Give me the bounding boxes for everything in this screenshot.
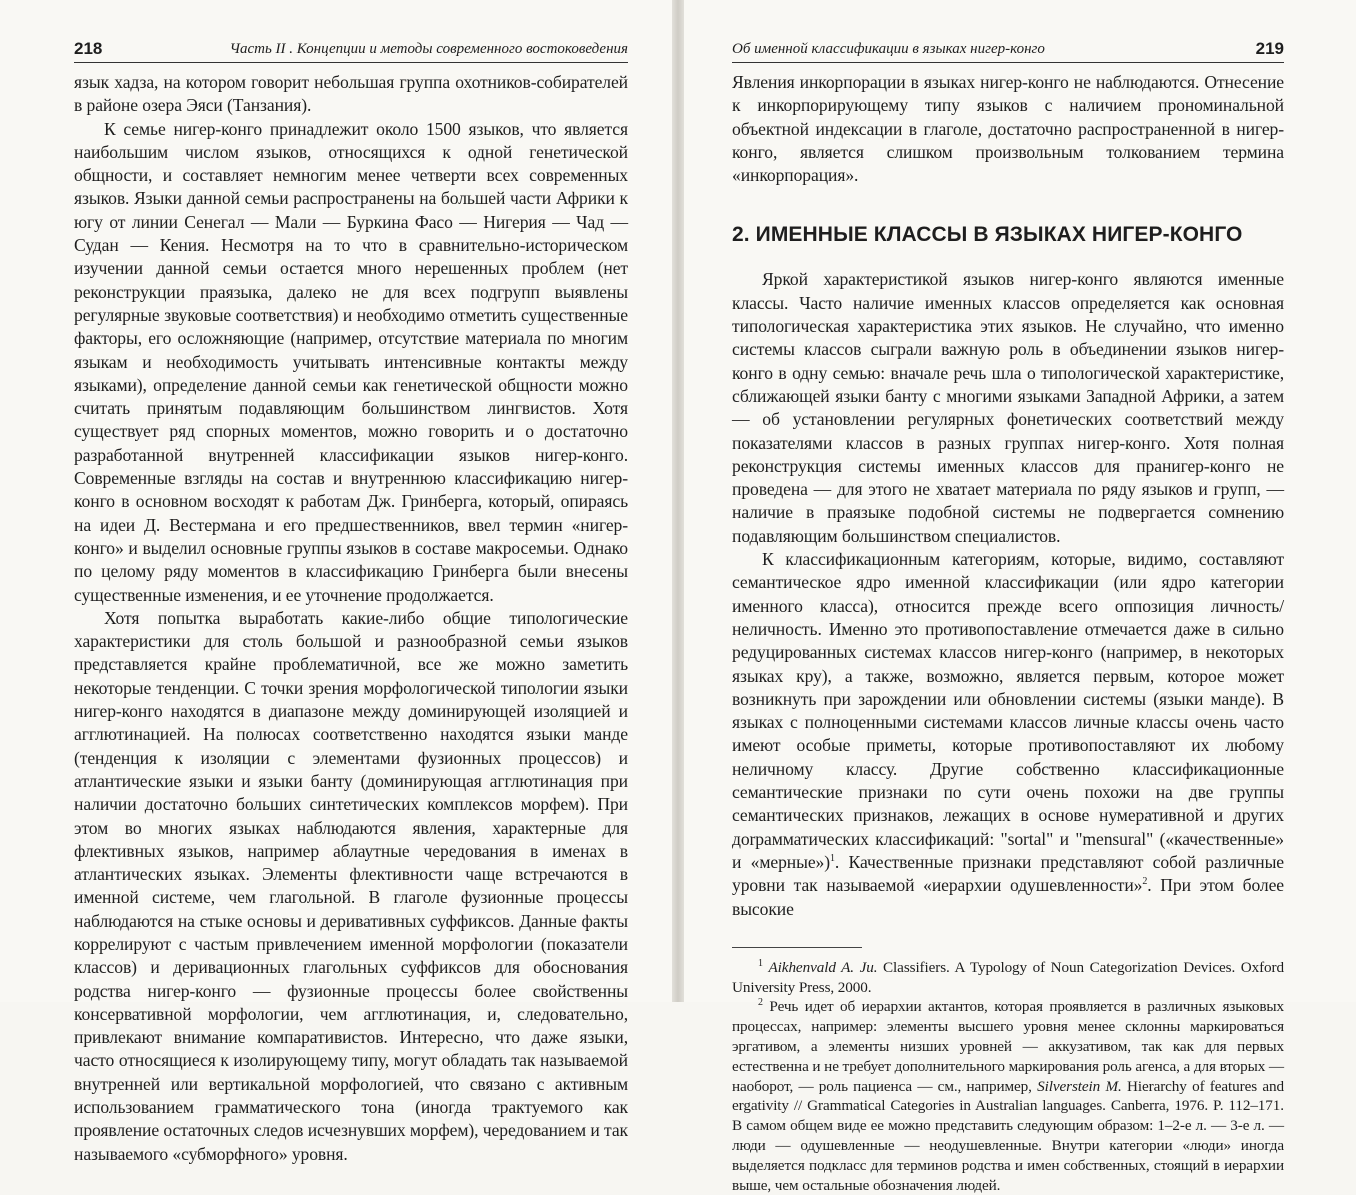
left-page-number: 218 (74, 39, 103, 58)
paragraph-3-part-a: К классификационным категориям, которые, видимо, составляют семантическое ядро именной классификации (или ядро категории именного класса), относится прежде всего оппозиция личность/неличность. Именно это противопоставление отмечается даже в сильно редуцированных системах классов нигер-конго (например, в некоторых языках кру), а также, возможно, является первым, которое может возникнуть при зарождении или обновлении системы (языки манде). В языках с полноценными системами классов личные классы очень часто имеют особые приметы, которые противопоставляют их любому неличному классу. Другие собственно классификационные семантические признаки по сути очень похожи на две группы семантических признаков, лежащих в основе нумеративной и других доrрамматических классификаций: "sortal" и "mensural" («качественные» и «мерные») (732, 549, 1284, 872)
paragraph-3-part-b: . Качественные признаки представляют собой различные уровни так называемой «иерархии одушевленности» (732, 851, 1284, 896)
right-paragraph-2: Яркой характеристикой языков нигер-конго являются именные классы. Часто наличие именных классов определяется как основная типологическая характеристика этих языков. Не случайно, что именно системы классов сыграли важную роль в объединении языков нигер-конго в одну семью: вначале речь шла о типологической характеристике, сближающей языки банту с многими языками Западной Африки, а затем — об установлении регулярных фонетических соответствий между показателями классов в разных группах нигер-конго. Хотя полная реконструкция системы именных классов для пранигер-конго не проведена — для этого не хватает материала по ряду языков и групп, — наличие в праязыке подобной системы не подвергается сомнению подавляющим большинством специалистов. (732, 269, 1284, 546)
footnote-2-author: Silverstein M. (1037, 1077, 1122, 1095)
right-paragraph-3 (732, 548, 1284, 921)
footnote-1-text: Classifiers. A Typology of Noun Categorization Devices. Oxford University Press, 2000. (732, 958, 1284, 996)
footnote-1-marker: 1 (830, 853, 835, 865)
left-running-title: Часть II . Концепции и методы современного востоковедения (229, 41, 628, 57)
footnote-1-number: 1 (758, 957, 763, 969)
right-page-body (732, 71, 1284, 1195)
footnote-2-number: 2 (758, 997, 763, 1009)
right-running-head (732, 36, 1284, 63)
right-paragraph-1: Явления инкорпорации в языках нигер-конго не наблюдаются. Отнесение к инкорпорирующему типу языков с наличием прономинальной объектной индексации в глаголе, достаточно распространенной в нигер-конго, является слишком произвольным толкованием термина «инкорпорация». (732, 72, 1284, 186)
footnote-2-text-a: Речь идет об иерархии актантов, которая проявляется в различных языковых процессах, например: элементы высшего уровня менее склонны маркироваться эргативом, а элементы низших уровней — аккузативом, так как для первых естественна и не требует дополнительного маркирования роль агенса, а для вторых — наоборот, — роль пациенса — см., например, (732, 998, 1284, 1095)
footnote-2-text-b: Hierarchy of features and ergativity // Grammatical Categories in Australian languages. Canberra, 1976. P. 112–171. В самом общем виде ее можно представить следующим образом: 1–2-е л. — 3-е л. — люди — одушевленные — неодушевленные. Внутри категории «люди» иногда выделяется подкласс для терминов родства и имен собственных, стоящий в иерархии выше, чем остальные обозначения людей. (732, 1077, 1284, 1194)
footnote-2 (732, 997, 1284, 1195)
section-heading: 2. ИМЕННЫЕ КЛАССЫ В ЯЗЫКАХ НИГЕР-КОНГО (732, 223, 1243, 247)
footnote-1 (732, 958, 1284, 998)
right-page (684, 0, 1356, 1194)
right-running-title: Об именной классификации в языках нигер-конго (732, 41, 1045, 57)
footnote-divider (732, 947, 862, 948)
left-paragraph-1: язык хадза, на котором говорит небольшая группа охотников-собирателей в районе озера Эяси (Танзания). (74, 72, 628, 116)
paragraph-3-part-c: . При этом более высокие (732, 875, 1285, 919)
book-gutter (672, 0, 684, 1002)
right-page-number: 219 (1255, 39, 1284, 58)
left-paragraph-3: Хотя попытка выработать какие-либо общие типологические характеристики для столь большой и разнообразной семьи языков представляется крайне проблематичной, все же можно заметить некоторые тенденции. С точки зрения морфологической типологии языки нигер-конго находятся в диапазоне между доминирующей изоляцией и агглютинацией. На полюсах соответственно находятся языки манде (тенденция к изоляции с элементами фузионных процессов) и атлантические языки и языки банту (доминирующая агглютинация при наличии достаточно больших синтетических комплексов морфем). При этом во многих языках наблюдаются явления, характерные для флективных языков, например аблаутные чередования в именах в атлантических языках. Элементы флективности чаще встречаются в именной системе, чем глагольной. В глаголе фузионные процессы наблюдаются на стыке основы и деривативных суффиксов. Данные факты коррелируют с частым привлечением именной морфологии (показатели классов) и деривационных глагольных суффиксов для обоснования родства нигер-конго — фузионные процессы более свойственны консервативной морфологии, чем агглютинация, и, следовательно, привлекают внимание компаративистов. Интересно, что даже языки, часто относящиеся к изолирующему типу, могут обладать так называемой внутренней или вертикальной морфологией, что связано с активным использованием грамматического тона (иногда трактуемого как проявление остаточных следов исчезнувших морфем), чередованием и так называемого «субморфного» уровня. (74, 607, 628, 1164)
footnote-1-author: Aikhenvald A. Ju. (768, 958, 878, 976)
footnote-2-marker: 2 (1142, 876, 1148, 888)
left-paragraph-2: К семье нигер-конго принадлежит около 1500 языков, что является наибольшим числом языков, относящихся к одной генетической общности, и составляет немногим менее четверти всех современных языков. Языки данной семьи распространены на большей части Африки к югу от линии Сенегал — Мали — Буркина Фасо — Нигерия — Чад — Судан — Кения. Несмотря на то что в сравнительно-историческом изучении данной семьи остается много нерешенных проблем (нет реконструкции праязыка, далеко не для всех подгрупп выявлены регулярные звуковые соответствия) и необходимо отметить существенные факторы, его осложняющие (например, отсутствие материала по многим языкам и необходимость учитывать интенсивные контакты между языками), определение данной семьи как генетической общности можно считать принятым подавляющим большинством лингвистов. Хотя существует ряд спорных моментов, можно говорить и о достаточно разработанной внутренней классификации языков нигер-конго. Современные взгляды на состав и внутреннюю классификацию нигер-конго в основном восходят к работам Дж. Гринберга, который, опираясь на идеи Д. Вестермана и его предшественников, ввел термин «нигер-конго» и выделил основные группы языков в составе макросемьи. Однако по целому ряду моментов в классификацию Гринберга были внесены существенные изменения, и ее уточнение продолжается. (74, 118, 628, 605)
left-running-head (74, 36, 628, 63)
left-page (0, 0, 672, 1164)
